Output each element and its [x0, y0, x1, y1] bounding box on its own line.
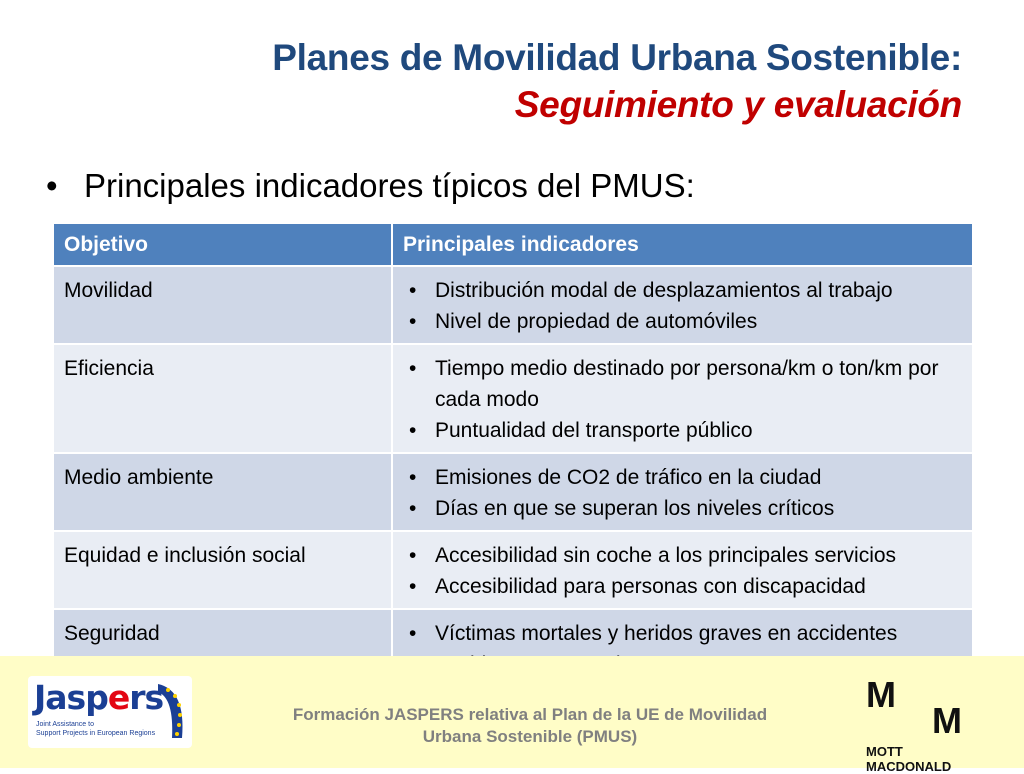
- objective-cell: Eficiencia: [53, 344, 392, 453]
- list-item: • Distribución modal de desplazamientos al trabajo: [403, 275, 962, 306]
- main-bullet: [46, 166, 695, 206]
- main-bullet-text: Principales indicadores típicos del PMUS:: [84, 167, 695, 204]
- slide-title: Planes de Movilidad Urbana Sostenible:: [272, 37, 962, 78]
- list-item: • Accesibilidad para personas con discapacidad: [403, 571, 962, 602]
- jaspers-logo: [28, 676, 192, 748]
- mott-macdonald-logo: M M MOTT MACDONALD: [866, 674, 962, 774]
- slide-title-block: [272, 36, 962, 130]
- list-item: • Puntualidad del transporte público: [403, 415, 962, 446]
- table-row: [53, 531, 973, 609]
- list-item: • Emisiones de CO2 de tráfico en la ciudad: [403, 462, 962, 493]
- list-item: • Tiempo medio destinado por persona/km o ton/km por cada modo: [403, 353, 962, 415]
- jaspers-tagline: Joint Assistance to Support Projects in European Regions: [36, 721, 156, 737]
- indicators-table: [52, 222, 974, 688]
- indicators-cell: [392, 266, 973, 344]
- footer-bar: [0, 656, 1024, 774]
- objective-cell: Movilidad: [53, 266, 392, 344]
- objective-cell: Medio ambiente: [53, 453, 392, 531]
- header-indicators: Principales indicadores: [392, 223, 973, 266]
- bullet-dot: •: [46, 167, 58, 204]
- header-objective: Objetivo: [53, 223, 392, 266]
- indicators-cell: [392, 531, 973, 609]
- list-item: • Accesibilidad sin coche a los principales servicios: [403, 540, 962, 571]
- eu-stars-icon: [152, 680, 188, 742]
- footer-caption: Formación JASPERS relativa al Plan de la UE de Movilidad Urbana Sostenible (PMUS): [292, 705, 768, 746]
- table-row: [53, 266, 973, 344]
- indicator-list: [403, 462, 962, 524]
- indicator-list: [403, 275, 962, 337]
- objective-cell: Seguridad: [53, 609, 392, 687]
- table-header-row: [53, 223, 973, 266]
- slide-subtitle: Seguimiento y evaluación: [514, 84, 962, 125]
- objective-cell: Equidad e inclusión social: [53, 531, 392, 609]
- indicators-cell: [392, 344, 973, 453]
- indicator-list: [403, 353, 962, 446]
- list-item: • Víctimas mortales y heridos graves en accidentes: [403, 618, 962, 649]
- indicators-cell: [392, 453, 973, 531]
- list-item: • Nivel de propiedad de automóviles: [403, 306, 962, 337]
- table-row: [53, 344, 973, 453]
- list-item: • Días en que se superan los niveles críticos: [403, 493, 962, 524]
- indicator-list: [403, 540, 962, 602]
- table-row: [53, 453, 973, 531]
- jaspers-logo-text: Jaspers: [34, 678, 164, 717]
